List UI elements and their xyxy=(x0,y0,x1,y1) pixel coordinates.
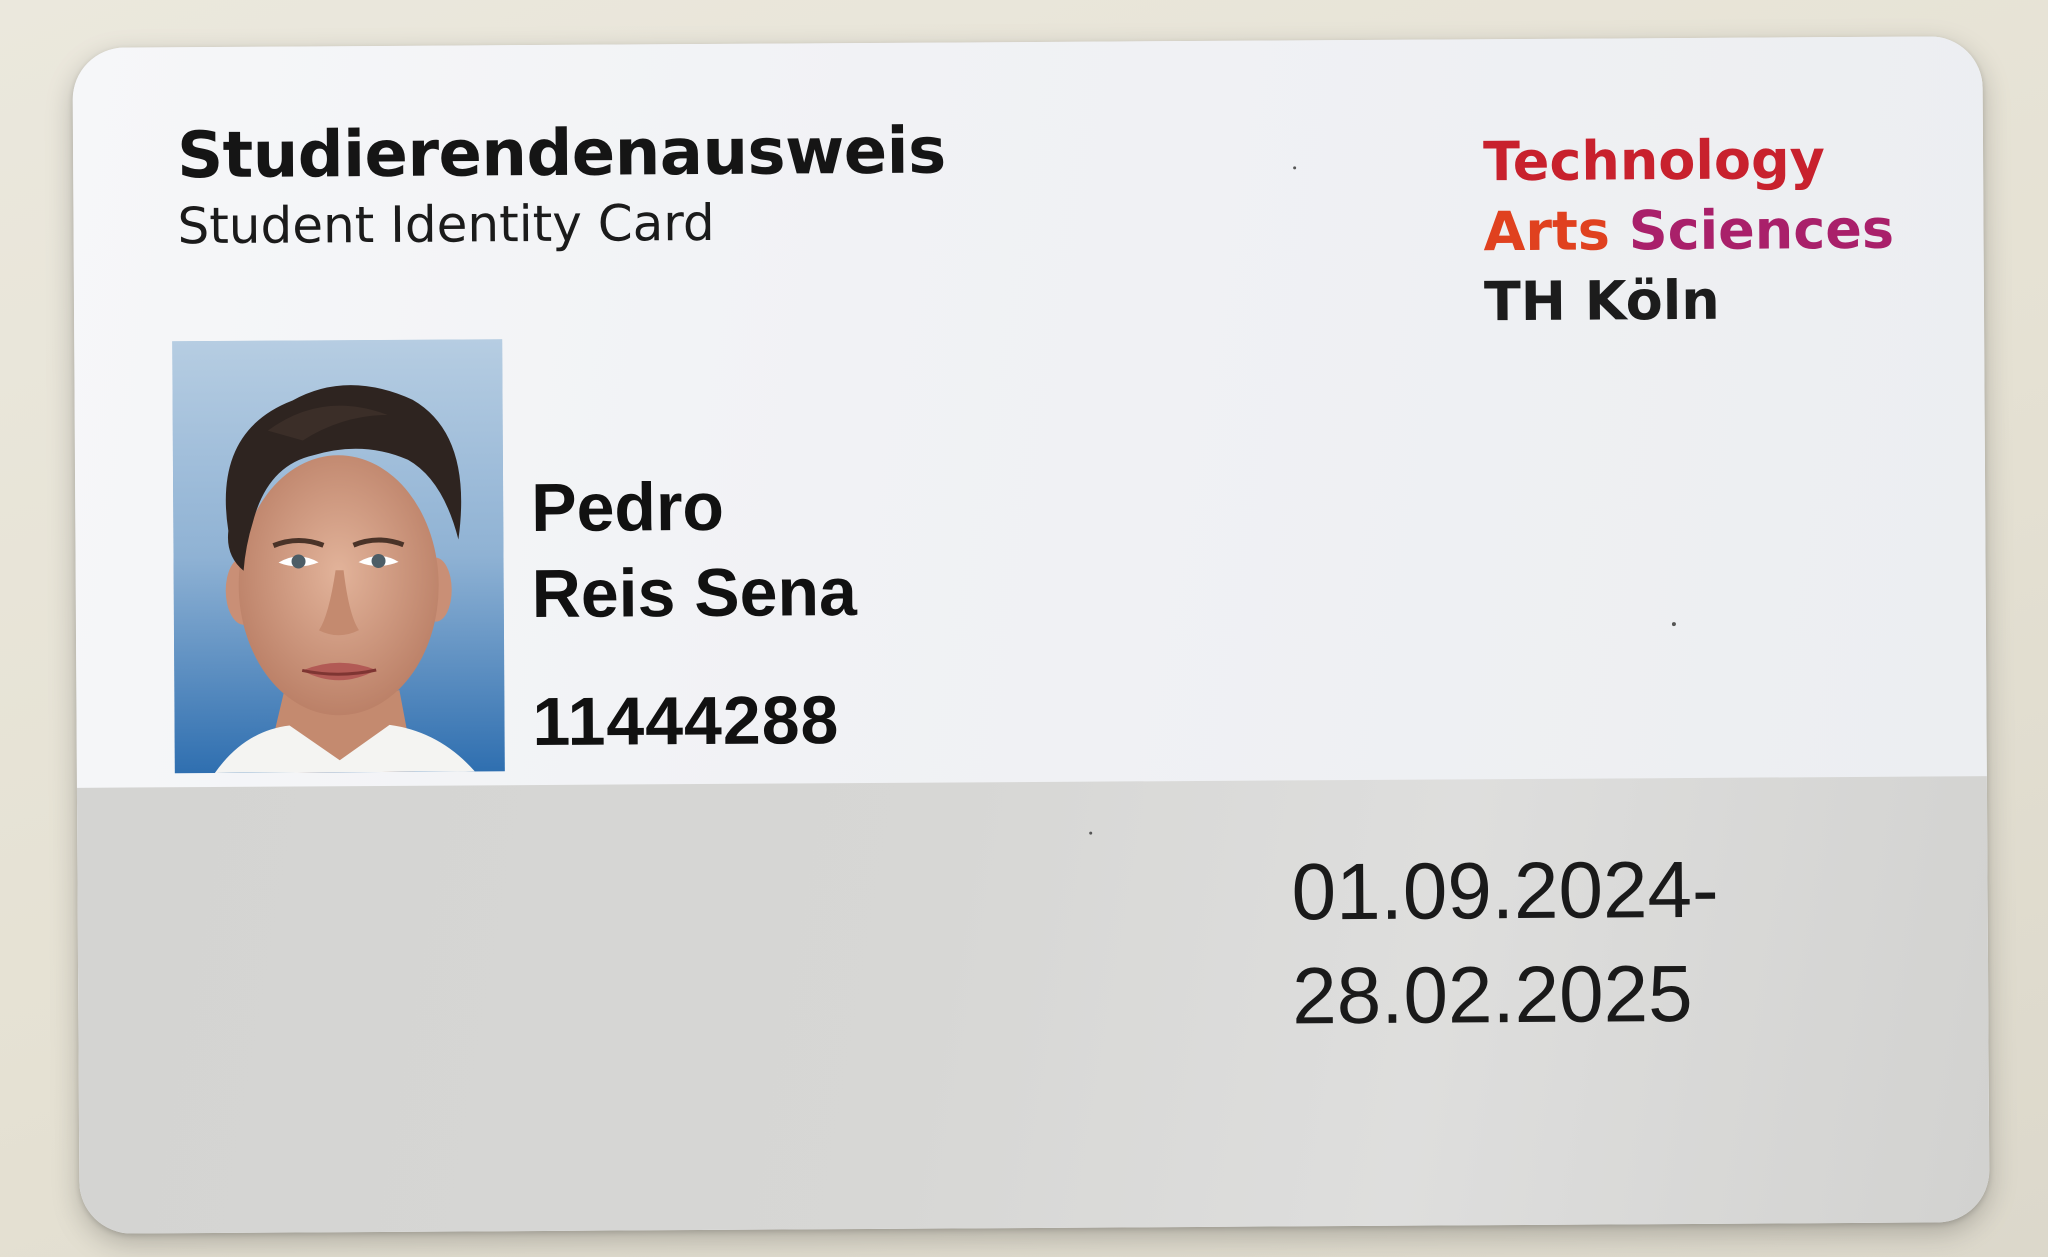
validity-start-date: 01.09.2024- xyxy=(1291,844,1719,937)
student-number: 11444288 xyxy=(532,682,840,761)
validity-end-date: 28.02.2025 xyxy=(1291,948,1693,1041)
logo-word-arts: Arts xyxy=(1483,199,1611,264)
holder-last-name: Reis Sena xyxy=(531,554,858,633)
surface-speck xyxy=(1672,622,1676,626)
surface-speck xyxy=(1293,166,1296,169)
card-title-german: Studierendenausweis xyxy=(176,114,946,194)
logo-word-sciences: Sciences xyxy=(1628,197,1895,263)
holder-photo xyxy=(172,339,505,773)
validity-period xyxy=(1291,838,1719,1049)
card-title-english: Student Identity Card xyxy=(177,193,715,256)
student-id-card xyxy=(72,36,1989,1234)
holder-first-name: Pedro xyxy=(530,468,725,547)
university-logo xyxy=(1483,125,1895,338)
surface-speck xyxy=(1089,832,1092,835)
logo-line-technology: Technology xyxy=(1482,128,1826,194)
logo-line-th-koeln: TH Köln xyxy=(1483,268,1720,334)
portrait-illustration xyxy=(172,339,505,773)
logo-line-arts-sciences xyxy=(1483,195,1894,268)
